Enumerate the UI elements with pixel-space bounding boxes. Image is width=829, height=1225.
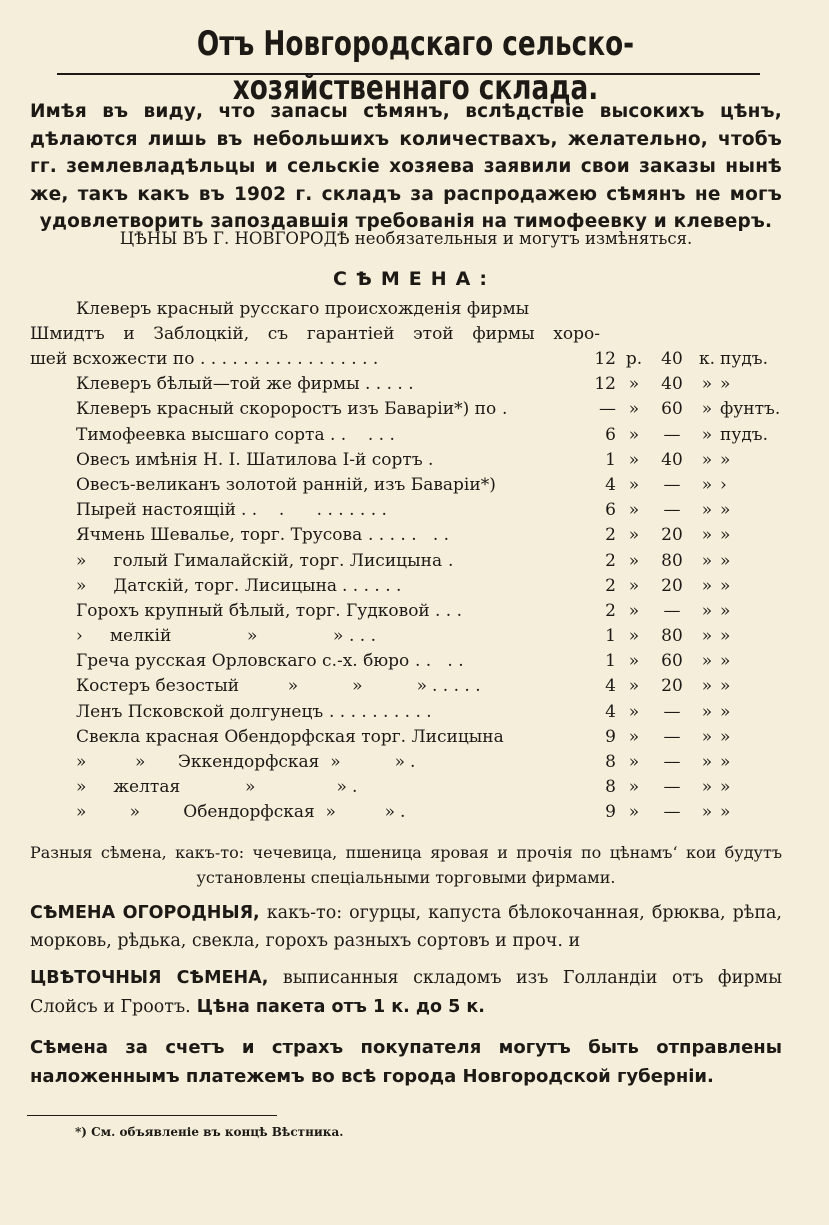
seed-name: Свекла красная Обендорфская торг. Лисицына xyxy=(76,726,504,747)
measure-unit: › xyxy=(720,474,727,495)
kopeck-unit: » xyxy=(701,500,713,521)
seed-quantity: 2 xyxy=(605,600,616,621)
kopeck-value: — xyxy=(663,701,681,722)
kopeck-unit: » xyxy=(701,449,713,470)
rub-unit: » xyxy=(628,474,640,495)
price-row xyxy=(0,725,829,750)
measure-unit: » xyxy=(720,600,731,621)
seed-quantity: 4 xyxy=(605,701,616,722)
measure-unit: » xyxy=(720,777,731,798)
measure-unit: пудъ. xyxy=(720,349,769,369)
kopeck-unit: к. xyxy=(698,349,716,369)
measure-unit: » xyxy=(720,626,731,647)
price-row xyxy=(0,347,829,372)
kopeck-unit: » xyxy=(701,626,713,647)
leader-dots: . . . . . xyxy=(330,424,395,445)
price-row xyxy=(0,473,829,498)
seed-name: Костеръ безостый » » » xyxy=(76,676,427,697)
kopeck-value: — xyxy=(663,802,681,823)
seed-name: Греча русская Орловскаго с.-х. бюро xyxy=(76,651,410,672)
kopeck-value: — xyxy=(663,424,681,445)
garden-seeds-paragraph xyxy=(30,899,782,955)
garden-seeds-text: какъ-то: огурцы, капуста бѣлокочанная, брюква, рѣпа, морковь, рѣдька, свекла, горохъ разныхъ сортовъ и проч. и xyxy=(30,903,782,951)
leader-dots: . . . . . . xyxy=(342,575,402,596)
price-row xyxy=(0,498,829,523)
kopeck-value: — xyxy=(663,600,681,621)
rub-unit: » xyxy=(628,449,640,470)
shipping-note: Сѣмена за счетъ и страхъ покупателя могутъ быть отправлены наложеннымъ платежемъ во всѣ города Новгородской губерніи. xyxy=(30,1037,782,1087)
rub-unit: » xyxy=(628,701,640,722)
rub-unit: » xyxy=(628,777,640,798)
seed-quantity: 4 xyxy=(605,676,616,697)
price-row xyxy=(0,674,829,699)
garden-seeds-heading: СѢМЕНА ОГОРОДНЫЯ, xyxy=(30,903,260,923)
measure-unit: » xyxy=(720,550,731,571)
kopeck-value: 20 xyxy=(661,525,683,546)
rub-unit: » xyxy=(628,600,640,621)
kopeck-unit: » xyxy=(701,374,713,395)
kopeck-unit: » xyxy=(701,752,713,772)
leader-dots: . xyxy=(502,399,508,420)
seed-name: Ячмень Шевалье, торг. Трусова xyxy=(76,525,363,546)
seed-quantity: — xyxy=(599,399,616,420)
kopeck-value: — xyxy=(663,752,681,772)
leader-dots: . . . . . . . . . . . . . . . . . xyxy=(200,349,379,369)
leader-dots: . . . . . . . . . . xyxy=(329,701,432,722)
seed-name: » » Обендорфская » » xyxy=(76,802,395,823)
seed-name: Пырей настоящій xyxy=(76,500,236,521)
leader-dots: . . . xyxy=(349,626,377,647)
kopeck-unit: » xyxy=(701,424,713,445)
price-row xyxy=(0,649,829,674)
price-row xyxy=(0,372,829,397)
kopeck-value: — xyxy=(663,726,681,747)
seed-name: » Датскій, торг. Лисицына xyxy=(76,575,338,596)
rub-unit: » xyxy=(628,500,640,521)
seed-name: › мелкій » » xyxy=(76,626,344,647)
measure-unit: » xyxy=(720,726,731,747)
rub-unit: » xyxy=(628,726,640,747)
measure-unit: » xyxy=(720,802,731,823)
kopeck-unit: » xyxy=(701,726,713,747)
seed-quantity: 6 xyxy=(605,424,616,445)
rub-unit: » xyxy=(628,651,640,672)
seeds-heading: СѢМЕНА: xyxy=(332,268,496,290)
seed-quantity: 2 xyxy=(605,525,616,546)
kopeck-unit: » xyxy=(701,399,713,420)
seed-name: Клеверъ красный скороростъ изъ Баваріи*) по xyxy=(76,399,497,420)
flower-seeds-text: выписанныя складомъ изъ Голландіи отъ фирмы Слойсъ и Гроотъ. xyxy=(30,968,782,1017)
seed-name: Овесъ имѣнія Н. І. Шатилова І-й сортъ xyxy=(76,449,423,470)
seed-quantity: 1 xyxy=(605,626,616,647)
seed-name: Горохъ крупный бѣлый, торг. Гудковой xyxy=(76,600,430,621)
price-row xyxy=(0,700,829,725)
prices-note: ЦѢНЫ ВЪ Г. НОВГОРОДѢ необязательныя и могутъ измѣняться. xyxy=(119,229,693,248)
page-title: Отъ Новгородскаго сельско-хозяйственнаго склада. xyxy=(196,24,635,108)
price-list xyxy=(0,347,829,826)
price-row xyxy=(0,599,829,624)
seed-quantity: 1 xyxy=(605,651,616,672)
leader-dots: . . . . . xyxy=(432,676,481,697)
kopeck-value: 40 xyxy=(661,374,683,395)
klever-second-line: Шмидтъ и Заблоцкій, съ гарантіей этой фирмы хоро- xyxy=(30,324,600,344)
measure-unit: » xyxy=(720,374,731,395)
klever-first-line: Клеверъ красный русскаго происхожденія фирмы xyxy=(76,299,530,319)
rub-unit: » xyxy=(628,399,640,420)
measure-unit: » xyxy=(720,449,731,470)
kopeck-value: 40 xyxy=(661,349,683,369)
kopeck-unit: » xyxy=(701,651,713,672)
seed-quantity: 8 xyxy=(605,752,616,772)
leader-dots: . . . . . . . xyxy=(368,525,450,546)
kopeck-value: 20 xyxy=(661,676,683,697)
seed-quantity: 9 xyxy=(605,726,616,747)
leader-dots: . . . . . . . . . . xyxy=(241,500,387,521)
intro-paragraph: Имѣя въ виду, что запасы сѣмянъ, вслѣдствіе высокихъ цѣнъ, дѣлаются лишь въ небольшихъ количествахъ, желательно, чтобъ гг. землевладѣльцы и сельскіе хозяева заявили свои заказы нынѣ же, такъ какъ въ 1902 г. складъ за распродажею сѣмянъ не могъ удовлетворить запоздавшія требованія на тимофеевку и клеверъ. xyxy=(30,101,782,232)
rub-unit: » xyxy=(628,802,640,823)
kopeck-unit: » xyxy=(701,802,713,823)
seed-name: » желтая » » xyxy=(76,777,347,798)
kopeck-value: — xyxy=(663,474,681,495)
seed-quantity: 6 xyxy=(605,500,616,521)
rub-unit: » xyxy=(628,676,640,697)
seed-name: Ленъ Псковской долгунецъ xyxy=(76,701,324,722)
price-row xyxy=(0,624,829,649)
measure-unit: фунтъ. xyxy=(720,399,781,420)
measure-unit: » xyxy=(720,676,731,697)
measure-unit: » xyxy=(720,651,731,672)
kopeck-value: 40 xyxy=(661,449,683,470)
footnote-divider xyxy=(27,1115,277,1116)
price-row xyxy=(0,750,829,775)
rub-unit: » xyxy=(628,626,640,647)
leader-dots: . xyxy=(448,550,454,571)
seed-quantity: 9 xyxy=(605,802,616,823)
leader-dots: . xyxy=(400,802,406,823)
leader-dots: . . . . xyxy=(415,651,464,672)
price-row xyxy=(0,397,829,422)
price-row xyxy=(0,423,829,448)
seed-name: » » Эккендорфская » » xyxy=(76,752,406,772)
leader-dots: . . . xyxy=(435,600,463,621)
price-row xyxy=(0,523,829,548)
seed-quantity: 2 xyxy=(605,550,616,571)
kopeck-unit: » xyxy=(701,777,713,798)
seed-quantity: 4 xyxy=(605,474,616,495)
kopeck-unit: » xyxy=(701,676,713,697)
kopeck-value: 60 xyxy=(661,399,683,420)
kopeck-unit: » xyxy=(701,575,713,596)
rub-unit: » xyxy=(628,424,640,445)
price-row xyxy=(0,448,829,473)
seed-quantity: 2 xyxy=(605,575,616,596)
kopeck-unit: » xyxy=(701,525,713,546)
seed-name: Овесъ-великанъ золотой ранній, изъ Баваріи*) xyxy=(76,474,496,495)
measure-unit: » xyxy=(720,752,731,772)
seed-name: » голый Гималайскій, торг. Лисицына xyxy=(76,550,443,571)
price-row xyxy=(0,775,829,800)
seed-name: Клеверъ бѣлый—той же фирмы xyxy=(76,374,360,395)
rub-unit: р. xyxy=(625,349,643,369)
flower-seeds-paragraph xyxy=(30,964,782,1022)
kopeck-value: 60 xyxy=(661,651,683,672)
footnote: *) См. объявленіе въ концѣ Вѣстника. xyxy=(75,1125,344,1139)
seed-quantity: 12 xyxy=(594,374,616,395)
measure-unit: » xyxy=(720,500,731,521)
seed-name: Тимофеевка высшаго сорта xyxy=(76,424,325,445)
kopeck-value: 80 xyxy=(661,626,683,647)
seed-name: шей всхожести по xyxy=(30,349,195,369)
measure-unit: » xyxy=(720,575,731,596)
seed-quantity: 12 xyxy=(594,349,616,369)
rub-unit: » xyxy=(628,525,640,546)
price-row xyxy=(0,800,829,825)
seed-quantity: 8 xyxy=(605,777,616,798)
price-row xyxy=(0,549,829,574)
flower-seeds-heading: ЦВѢТОЧНЫЯ СѢМЕНА, xyxy=(30,968,269,988)
measure-unit: » xyxy=(720,525,731,546)
leader-dots: . xyxy=(352,777,358,798)
kopeck-value: — xyxy=(663,777,681,798)
flower-seeds-price: Цѣна пакета отъ 1 к. до 5 к. xyxy=(190,997,485,1017)
measure-unit: пудъ. xyxy=(720,424,769,445)
kopeck-unit: » xyxy=(701,550,713,571)
rub-unit: » xyxy=(628,752,640,772)
rub-unit: » xyxy=(628,550,640,571)
kopeck-unit: » xyxy=(701,474,713,495)
kopeck-unit: » xyxy=(701,701,713,722)
misc-seeds-note: Разныя сѣмена, какъ-то: чечевица, пшеница яровая и прочія по цѣнамъ‘ кои будутъ установлены спеціальными торговыми фирмами. xyxy=(30,843,782,887)
leader-dots: . . . . . xyxy=(365,374,414,395)
measure-unit: » xyxy=(720,701,731,722)
title-divider xyxy=(57,73,760,75)
price-row xyxy=(0,574,829,599)
kopeck-value: 80 xyxy=(661,550,683,571)
seed-quantity: 1 xyxy=(605,449,616,470)
rub-unit: » xyxy=(628,374,640,395)
leader-dots: . xyxy=(410,752,416,772)
kopeck-value: 20 xyxy=(661,575,683,596)
kopeck-value: — xyxy=(663,500,681,521)
leader-dots: . xyxy=(428,449,434,470)
rub-unit: » xyxy=(628,575,640,596)
kopeck-unit: » xyxy=(701,600,713,621)
